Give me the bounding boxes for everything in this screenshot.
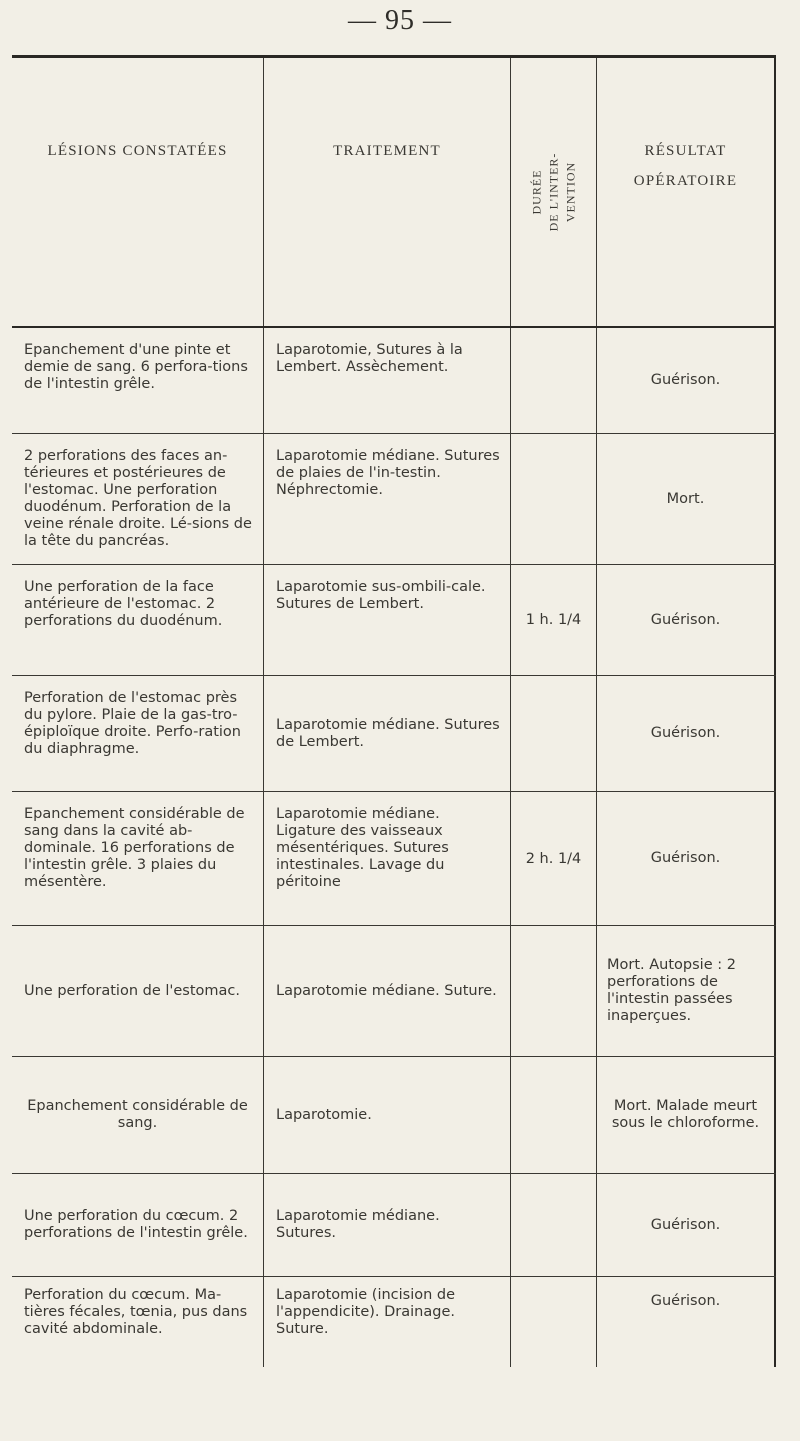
table-row	[12, 434, 776, 565]
cell-lesions: Epanchement considérable de sang dans la cavité ab-dominale. 16 perforations de l'intestin grêle. 3 plaies du mésentère.	[24, 806, 245, 890]
cell-lesions: 2 perforations des faces an-térieures et postérieures de l'estomac. Une perforation duodénum. Perforation de la veine rénale droite. Lé-sions de la tête du pancréas.	[24, 448, 252, 549]
cell-resultat: Guérison.	[596, 328, 776, 433]
cell-lesions: Une perforation de la face antérieure de l'estomac. 2 perforations du duodénum.	[24, 579, 223, 629]
cell-traitement: Laparotomie médiane. Sutures de Lembert.	[276, 716, 500, 750]
cell-duree	[510, 1277, 596, 1367]
cell-lesions: Une perforation du cœcum. 2 perforations de l'intestin grêle.	[24, 1208, 248, 1241]
cell-traitement: Laparotomie médiane. Sutures.	[276, 1208, 440, 1241]
header-resultat	[596, 58, 776, 326]
header-traitement: TRAITEMENT	[263, 58, 510, 326]
cell-resultat: Guérison.	[596, 1277, 776, 1367]
cell-traitement-wrap	[263, 1057, 510, 1173]
cell-resultat: Mort. Autopsie : 2 perforations de l'intestin passées inaperçues.	[596, 926, 776, 1056]
header-resultat-line1: RÉSULTAT	[644, 143, 727, 159]
operations-table	[12, 55, 776, 1367]
cell-lesions: Epanchement d'une pinte et demie de sang. 6 perfora-tions de l'intestin grêle.	[24, 342, 248, 392]
table-row	[12, 792, 776, 926]
header-duree-line2: DE L'INTER-	[546, 152, 560, 232]
table-row	[12, 1277, 776, 1367]
cell-lesions-wrap	[12, 1174, 263, 1276]
cell-traitement: Laparotomie, Sutures à la Lembert. Assèchement.	[263, 328, 510, 433]
cell-resultat: Mort. Malade meurt sous le chloroforme.	[596, 1057, 776, 1173]
table-header	[12, 58, 776, 328]
cell-duree	[510, 328, 596, 433]
cell-duree	[510, 926, 596, 1056]
cell-traitement: Laparotomie médiane. Suture.	[276, 982, 497, 999]
header-resultat-line2: OPÉRATOIRE	[633, 173, 738, 189]
header-duree-line1: DURÉE	[529, 169, 543, 215]
cell-traitement: Laparotomie sus-ombili-cale. Sutures de Lembert.	[263, 565, 510, 675]
cell-traitement: Laparotomie.	[276, 1106, 372, 1123]
cell-duree	[510, 1174, 596, 1276]
table-row	[12, 676, 776, 792]
table-row	[12, 1174, 776, 1277]
header-duree	[510, 58, 596, 326]
cell-duree	[510, 434, 596, 564]
cell-traitement: Laparotomie médiane. Ligature des vaisseaux mésentériques. Sutures intestinales. Lavage du péritoine	[263, 792, 510, 925]
header-duree-line3: VENTION	[563, 161, 577, 223]
table-row	[12, 328, 776, 434]
cell-duree	[510, 1057, 596, 1173]
table-row	[12, 1057, 776, 1174]
cell-lesions: Une perforation de l'estomac.	[24, 982, 240, 999]
cell-traitement: Laparotomie médiane. Sutures de plaies de l'in-testin. Néphrectomie.	[263, 434, 510, 564]
table-row	[12, 565, 776, 676]
cell-traitement-wrap	[263, 676, 510, 791]
header-lesions: LÉSIONS CONSTATÉES	[47, 143, 228, 159]
page-number: — 95 —	[348, 5, 452, 36]
cell-traitement-wrap	[263, 926, 510, 1056]
cell-resultat: Mort.	[596, 434, 776, 564]
cell-resultat: Guérison.	[596, 676, 776, 791]
cell-lesions: Perforation de l'estomac près du pylore. Plaie de la gas-tro-épiploïque droite. Perfo-ration du diaphragme.	[24, 690, 241, 757]
table-row	[12, 926, 776, 1057]
cell-traitement: Laparotomie (incision de l'appendicite). Drainage. Suture.	[263, 1277, 510, 1367]
cell-resultat: Guérison.	[596, 565, 776, 675]
cell-duree: 2 h. 1/4	[510, 792, 596, 925]
cell-resultat: Guérison.	[596, 1174, 776, 1276]
cell-duree: 1 h. 1/4	[510, 565, 596, 675]
cell-traitement-wrap	[263, 1174, 510, 1276]
cell-duree	[510, 676, 596, 791]
cell-lesions: Epanchement considérable de sang.	[27, 1098, 248, 1131]
cell-lesions: Perforation du cœcum. Ma-tières fécales, tœnia, pus dans cavité abdominale.	[24, 1287, 248, 1337]
cell-resultat: Guérison.	[596, 792, 776, 925]
